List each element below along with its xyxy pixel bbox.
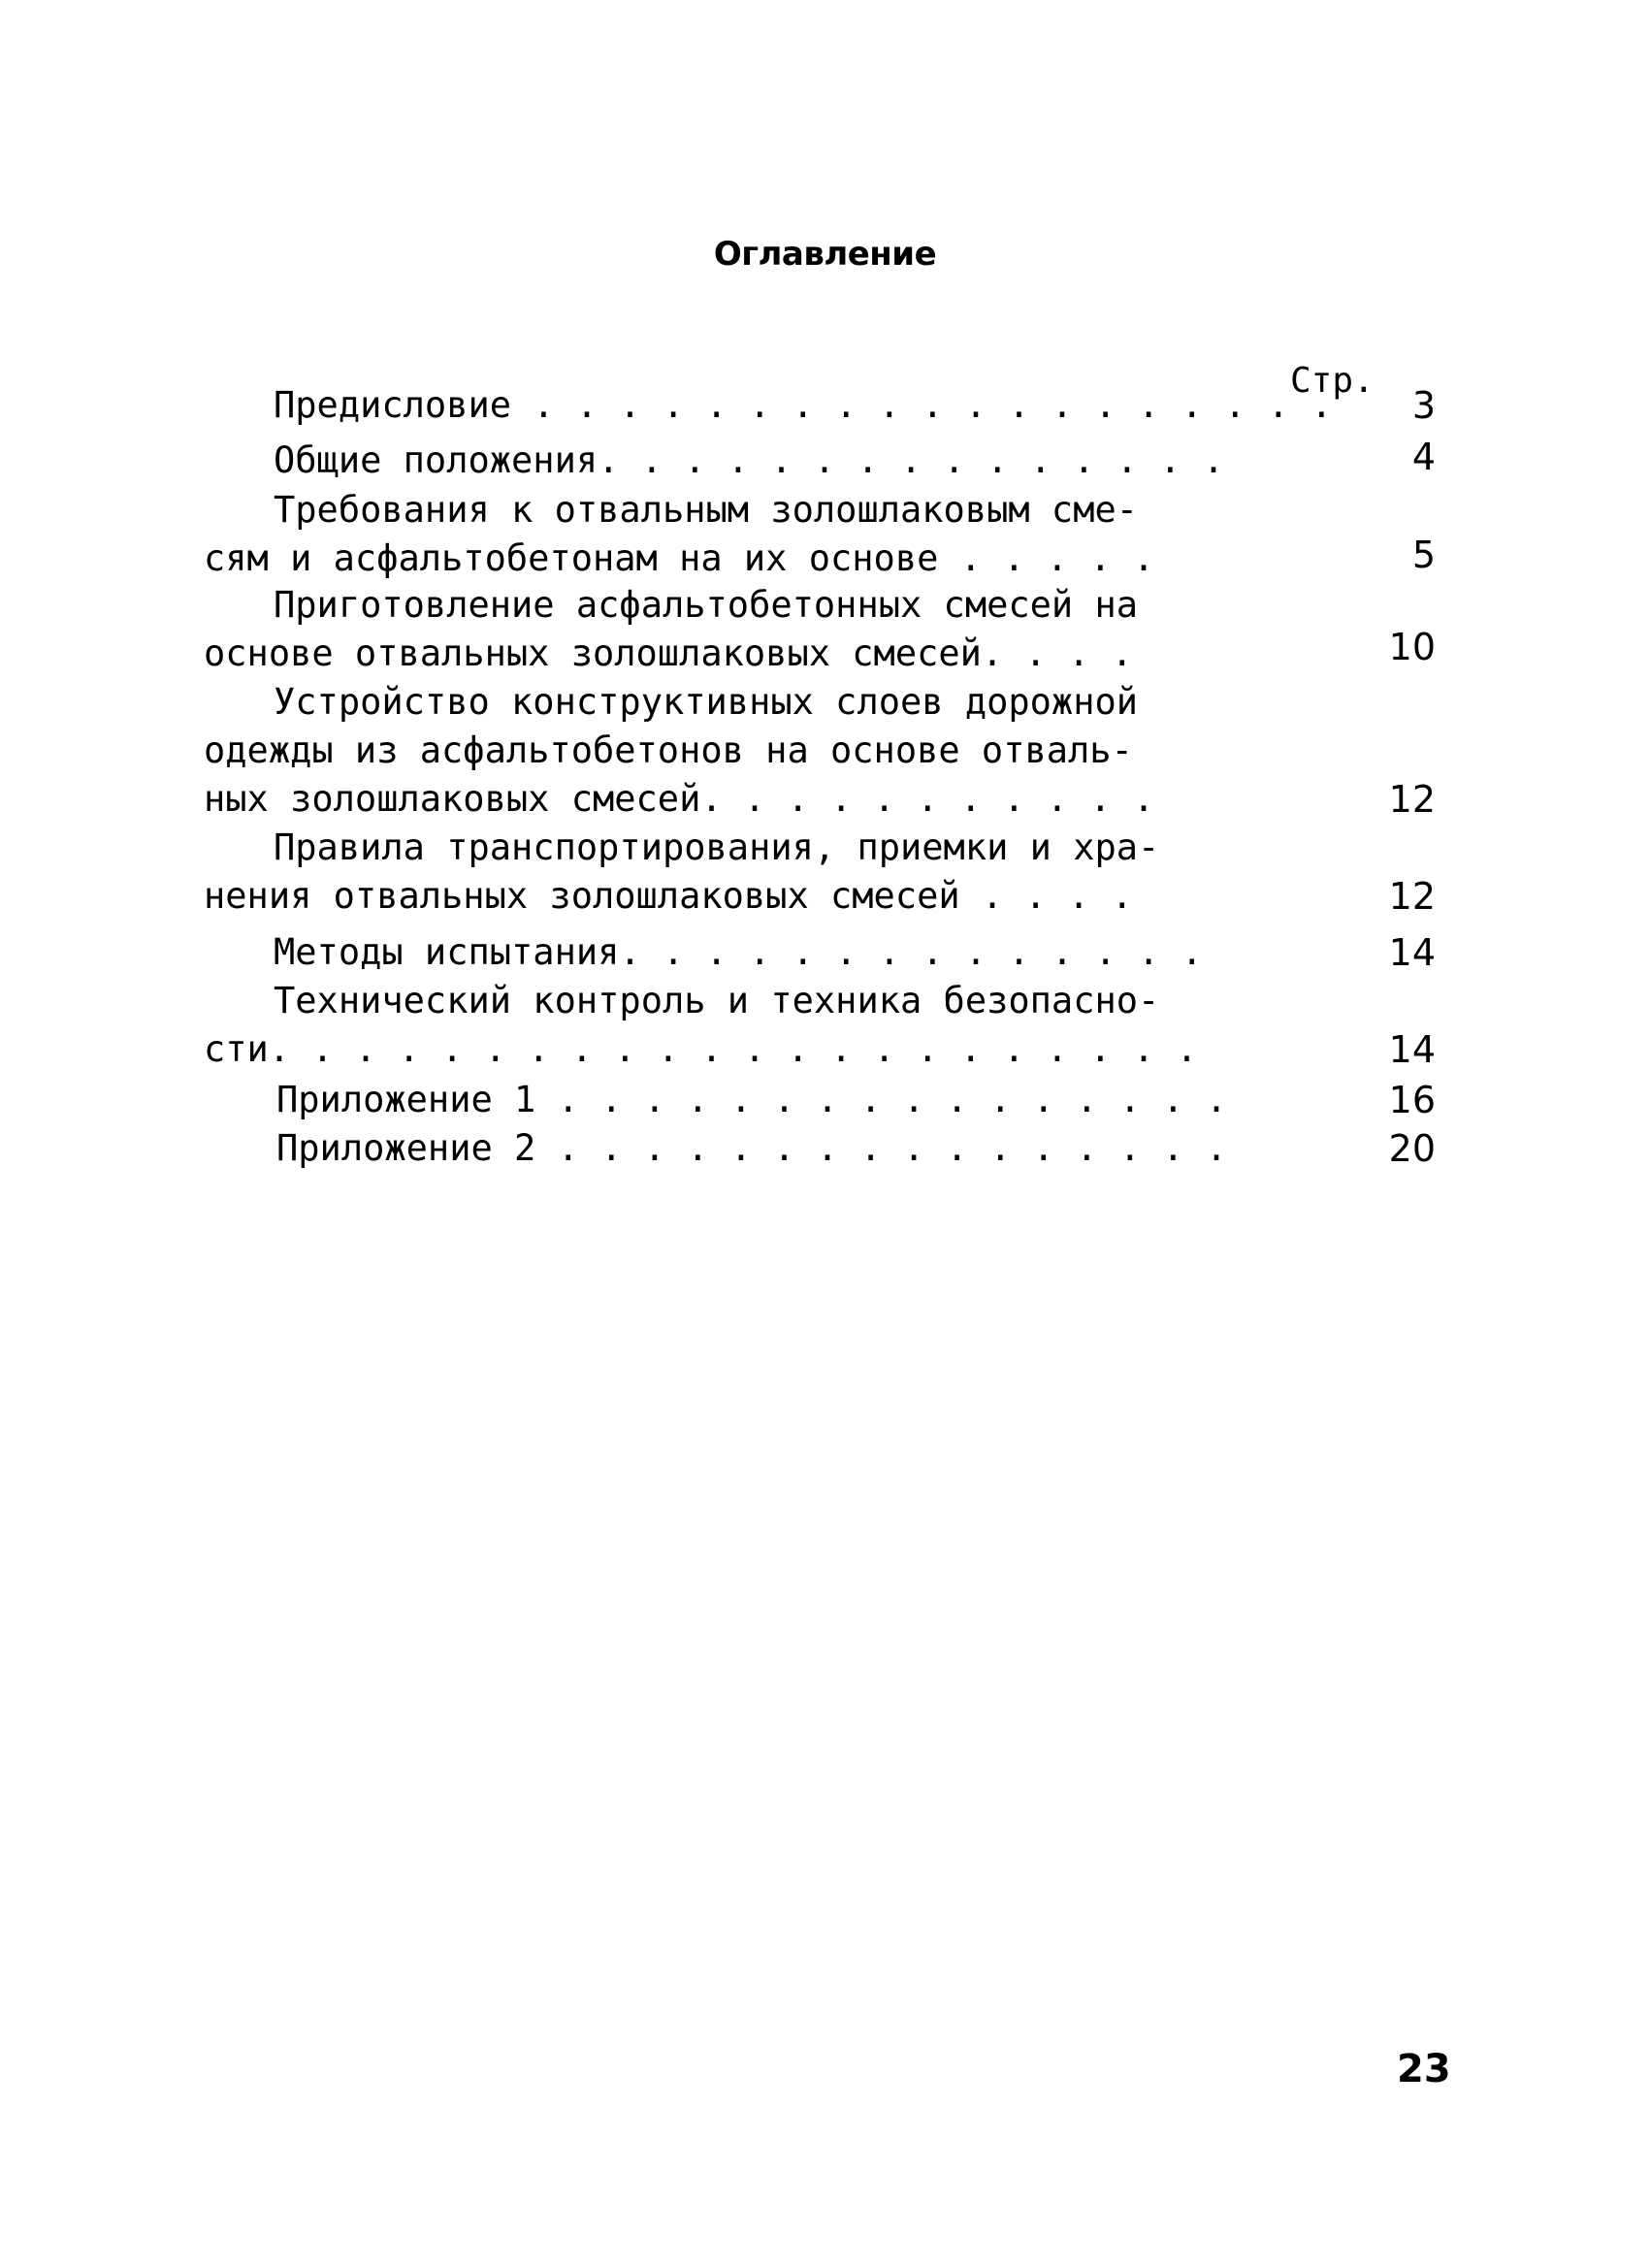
toc-entry-page: 12 (1388, 778, 1436, 821)
toc-entry-line: нения отвальных золошлаковых смесей . . . . (204, 875, 1133, 917)
toc-entry-page: 3 (1411, 384, 1436, 427)
toc-entry-line: Приложение 1 . . . . . . . . . . . . . . . . (276, 1079, 1228, 1120)
toc-entry-line: Предисловие . . . . . . . . . . . . . . . . . . . (274, 384, 1333, 426)
toc-entry-page: 4 (1411, 436, 1436, 478)
toc-entry-line: Методы испытания. . . . . . . . . . . . . . (274, 931, 1203, 973)
toc-entry-line: Правила транспортирования, приемки и хра- (274, 826, 1160, 868)
toc-entry-line: одежды из асфальтобетонов на основе отваль- (204, 729, 1133, 771)
toc-entry-line: Общие положения. . . . . . . . . . . . . . . (274, 439, 1225, 481)
toc-entry-line: Приготовление асфальтобетонных смесей на (274, 584, 1139, 626)
toc-entry-page: 12 (1388, 875, 1436, 918)
toc-entry-line: сти. . . . . . . . . . . . . . . . . . . . . . (204, 1028, 1198, 1070)
pages-column-header: Стр. (1290, 361, 1375, 401)
toc-entry-page: 16 (1388, 1079, 1436, 1121)
toc-entry-line: Устройство конструктивных слоев дорожной (274, 681, 1139, 723)
toc-entry-line: Требования к отвальным золошлаковым сме- (274, 489, 1139, 531)
toc-entry-page: 10 (1388, 626, 1436, 668)
toc-entry-page: 14 (1388, 1028, 1436, 1071)
toc-entry-line: основе отвальных золошлаковых смесей. . . . (204, 632, 1133, 674)
toc-entry-line: Технический контроль и техника безопасно- (274, 980, 1160, 1021)
toc-entry-line: ных золошлаковых смесей. . . . . . . . . . . (204, 778, 1155, 820)
toc-entry-line: сям и асфальтобетонам на их основе . . . . . (204, 537, 1155, 579)
toc-entry-page: 14 (1388, 931, 1436, 974)
toc-entry-line: Приложение 2 . . . . . . . . . . . . . . . . (276, 1127, 1228, 1169)
page-number: 23 (1397, 2047, 1451, 2091)
toc-entry-page: 20 (1388, 1127, 1436, 1170)
toc-entry-page: 5 (1411, 534, 1436, 576)
toc-title: Оглавление (713, 235, 937, 274)
